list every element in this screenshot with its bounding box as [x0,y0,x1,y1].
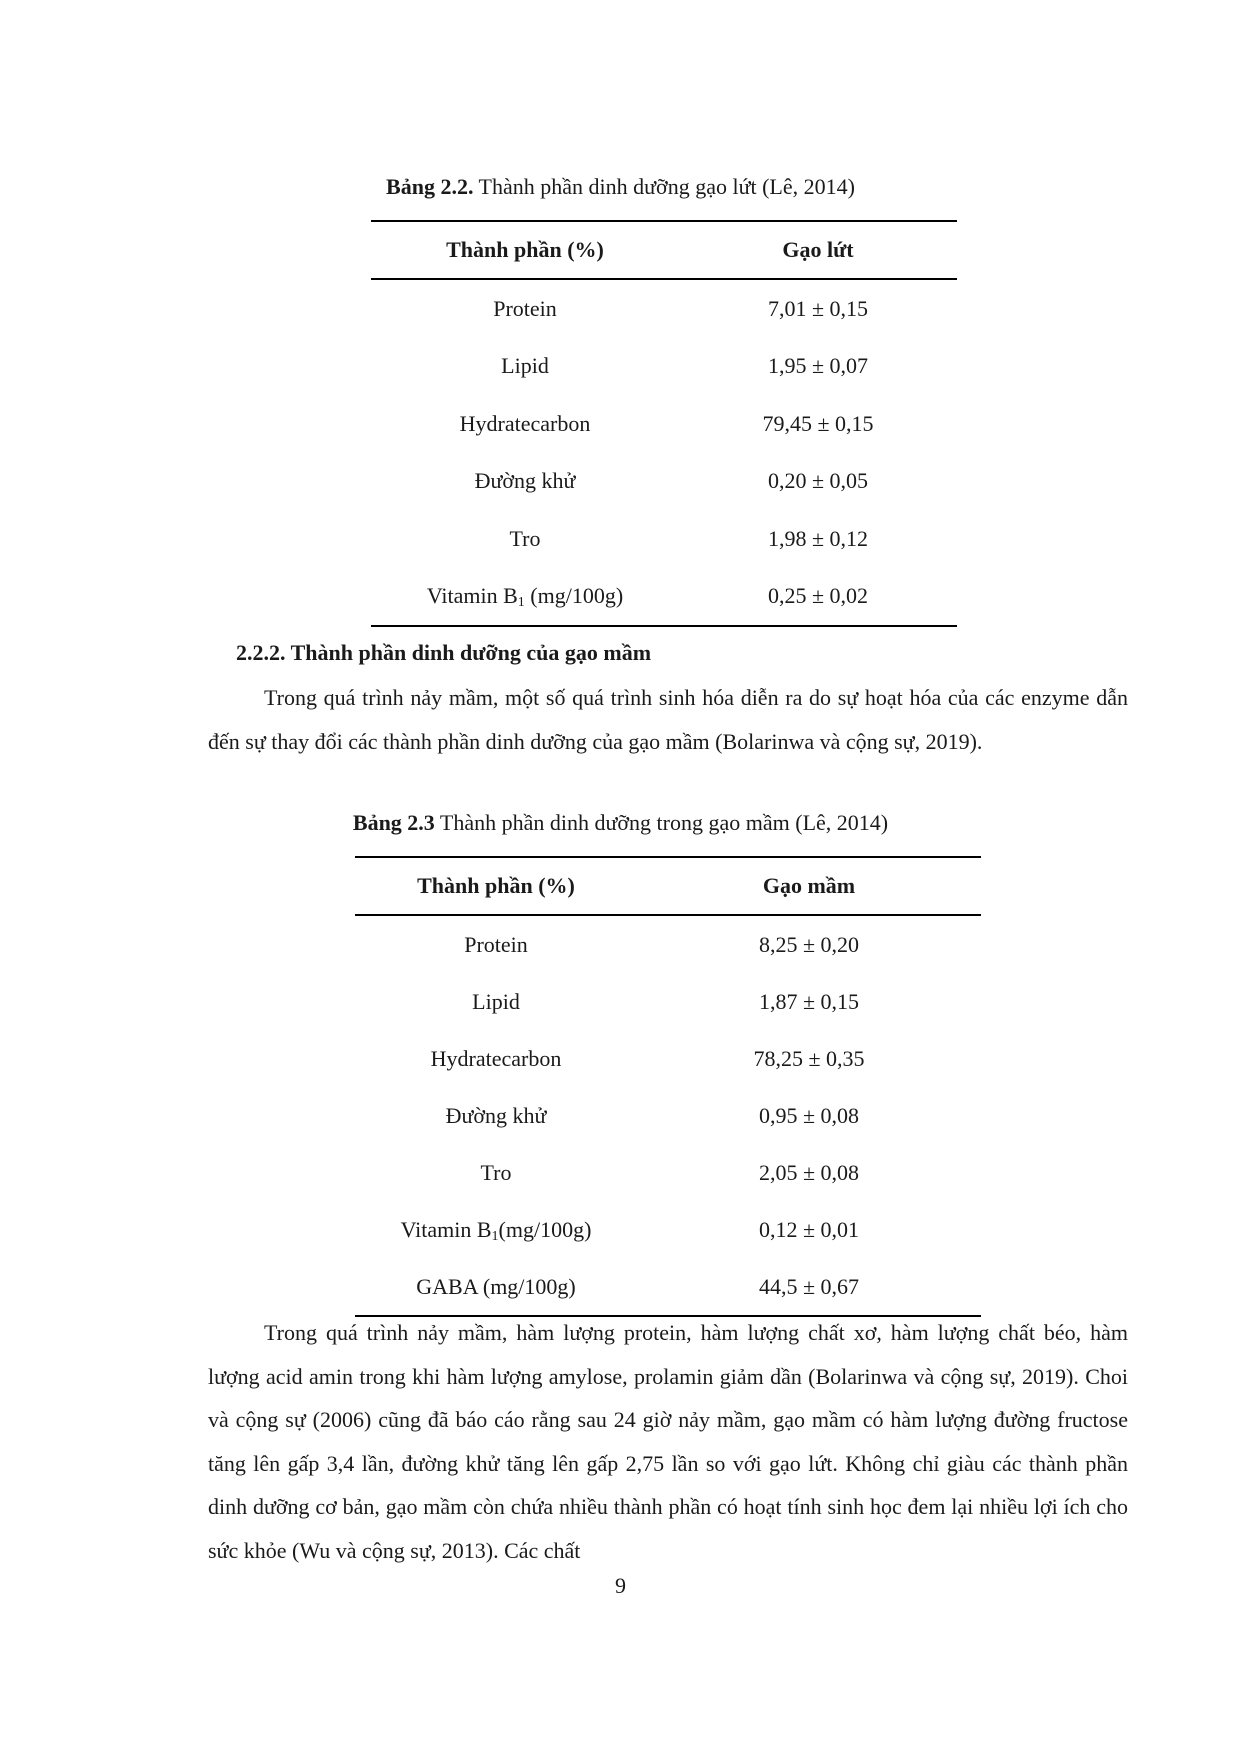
paragraph-1: Trong quá trình nảy mầm, một số quá trình sinh hóa diễn ra do sự hoạt hóa của các enzyme dẫn đến sự thay đổi các thành phần dinh dưỡng của gạo mầm (Bolarinwa và cộng sự, 2019). [208,685,1128,754]
table-row [355,1087,981,1144]
row-value: 0,95 ± 0,08 [758,1102,860,1128]
row-value: 0,12 ± 0,01 [758,1216,860,1242]
table-2-3-caption-label: Bảng 2.3 [352,810,435,835]
table-2-3 [355,856,981,1317]
row-value: 79,45 ± 0,15 [762,410,874,436]
row-name: Tro [509,525,541,551]
header-component: Thành phần (%) [417,873,575,898]
header-value: Gạo lứt [782,237,854,262]
row-value: 8,25 ± 0,20 [758,931,860,957]
table-row [371,338,957,396]
row-value: 1,87 ± 0,15 [758,988,860,1014]
table-row [371,395,957,453]
table-row [371,568,957,627]
row-name-vitamin: Vitamin $B_1$ (mg/100g) [426,583,624,611]
table-row [355,1144,981,1201]
table-header-row [355,857,981,915]
table-2-2-caption-text: Thành phần dinh dưỡng gạo lứt (Lê, 2014) [473,174,855,199]
row-name: Hydratecarbon [430,1045,562,1071]
header-value: Gạo mầm [762,873,856,898]
row-name: GABA (mg/100g) [416,1273,576,1299]
row-name-vitamin: Vitamin $B_1(mg/100g)$ [400,1216,592,1244]
page-number: 9 [615,1573,626,1598]
row-value: 44,5 ± 0,67 [758,1273,860,1299]
row-name: Protein [464,931,528,957]
table-2-3-caption-text: Thành phần dinh dưỡng trong gạo mầm (Lê, 2014) [434,810,889,835]
row-value: 1,98 ± 0,12 [767,525,869,551]
row-name: Đường khử [445,1102,547,1128]
table-header-row [371,221,957,279]
row-value: 7,01 ± 0,15 [767,295,869,321]
table-2-2-caption [0,172,1241,202]
table-row [355,915,981,973]
row-name: Lipid [501,353,549,379]
paragraph-2: Trong quá trình nảy mầm, hàm lượng protein, hàm lượng chất xơ, hàm lượng chất béo, hàm lượng acid amin trong khi hàm lượng amylose, prolamin giảm dần (Bolarinwa và cộng sự, 2019). Choi và cộng sự (2006) cũng đã báo cáo rằng sau 24 giờ nảy mầm, gạo mầm có hàm lượng đường fructose tăng lên gấp 3,4 lần, đường khử tăng lên gấp 2,75 lần so với gạo lứt. Không chỉ giàu các thành phần dinh dưỡng cơ bản, gạo mầm còn chứa nhiều thành phần có hoạt tính sinh học đem lại nhiều lợi ích cho sức khỏe (Wu và cộng sự, 2013). Các chất [208,1320,1128,1563]
table-row [371,279,957,338]
table-2-2-caption-label: Bảng 2.2. [386,174,474,199]
table-row [355,1258,981,1316]
table-row [355,973,981,1030]
row-name: Lipid [472,988,520,1014]
row-name: Hydratecarbon [459,410,591,436]
table-2-2 [371,220,957,627]
row-name: Đường khử [474,468,576,494]
row-value: 78,25 ± 0,35 [753,1045,865,1071]
row-value: 2,05 ± 0,08 [758,1159,860,1185]
row-value: 0,25 ± 0,02 [767,583,869,609]
table-row [355,1201,981,1258]
table-row [371,453,957,511]
section-heading: 2.2.2. Thành phần dinh dưỡng của gạo mầm [236,640,652,665]
row-value: 1,95 ± 0,07 [767,353,869,379]
table-row [371,510,957,568]
table-2-3-caption [0,808,1241,838]
row-name: Tro [480,1159,512,1185]
row-name: Protein [493,295,557,321]
row-value: 0,20 ± 0,05 [767,468,869,494]
table-row [355,1030,981,1087]
header-component: Thành phần (%) [446,237,604,262]
